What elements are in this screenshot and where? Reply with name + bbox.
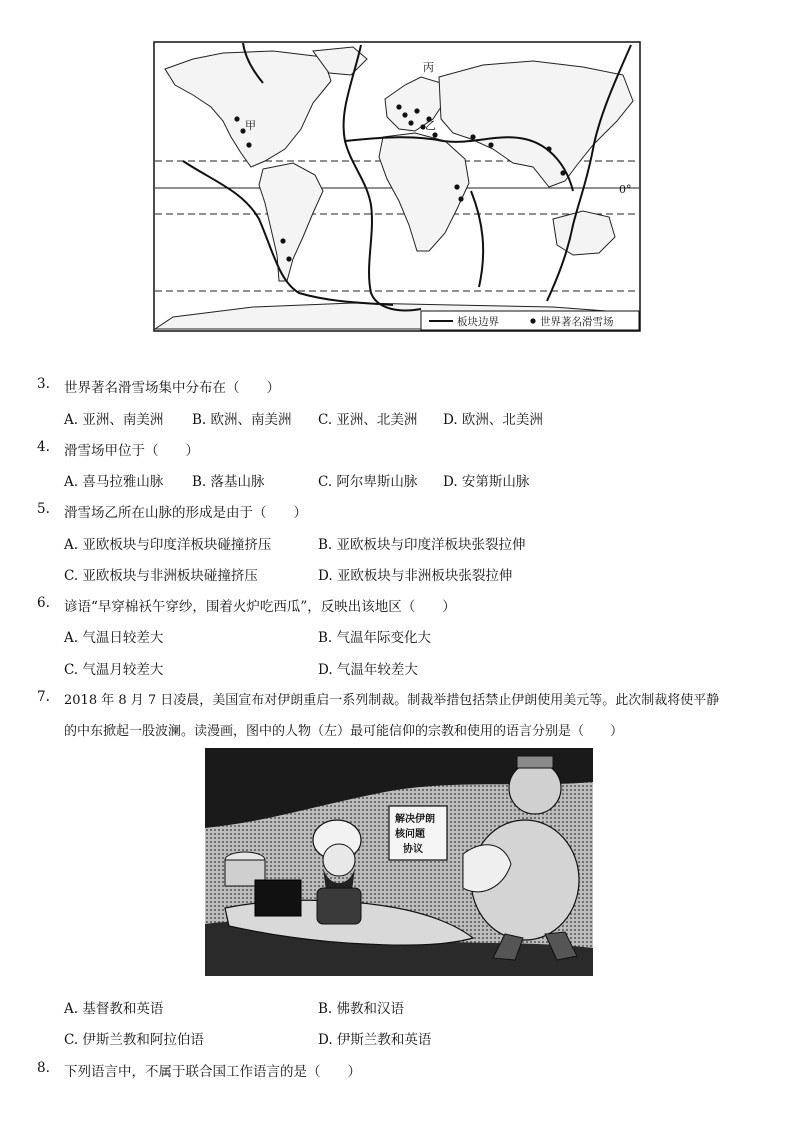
option-d[interactable]: D. 伊斯兰教和英语 — [318, 1032, 432, 1048]
face — [323, 844, 355, 876]
option-a[interactable]: A. 气温日较差大 — [64, 630, 164, 646]
label-yi: 乙 — [425, 119, 436, 132]
resort-dot — [402, 112, 407, 117]
map-legend — [421, 311, 639, 330]
option-b[interactable]: B. 欧洲、南美洲 — [192, 412, 292, 428]
question-stem-continued: 的中东掀起一股波澜。读漫画，图中的人物（左）最可能信仰的宗教和使用的语言分别是（ ） — [64, 724, 624, 739]
sign-line-3: 协议 — [403, 844, 423, 855]
sign-line-2: 核问题 — [395, 829, 425, 840]
resort-dot — [454, 184, 459, 189]
option-b[interactable]: B. 落基山脉 — [192, 474, 265, 490]
question-number: 3. — [37, 376, 50, 392]
resort-dot — [234, 116, 239, 121]
resort-dot — [414, 108, 419, 113]
legend-boundary-label: 板块边界 — [457, 316, 499, 328]
question-stem: 2018 年 8 月 7 日凌晨，美国宣布对伊朗重启一系列制裁。制裁举措包括禁止伊朗使用美元等。此次制裁将使平静 — [64, 693, 720, 708]
question-stem: 谚语“早穿棉袄午穿纱，围着火炉吃西瓜”，反映出该地区（ ） — [64, 599, 456, 615]
resort-dot — [246, 142, 251, 147]
robe — [317, 888, 361, 924]
option-a[interactable]: A. 亚欧板块与印度洋板块碰撞挤压 — [64, 537, 272, 553]
option-b[interactable]: B. 亚欧板块与印度洋板块张裂拉伸 — [318, 537, 526, 553]
resort-dot — [470, 134, 475, 139]
option-d[interactable]: D. 欧洲、北美洲 — [443, 412, 543, 428]
question-number: 6. — [37, 595, 50, 611]
question-number: 5. — [37, 501, 50, 517]
option-c[interactable]: C. 亚欧板块与非洲板块碰撞挤压 — [64, 568, 258, 584]
question-stem: 滑雪场乙所在山脉的形成是由于（ ） — [64, 505, 307, 521]
option-d[interactable]: D. 气温年较差大 — [318, 662, 418, 678]
option-c[interactable]: C. 阿尔卑斯山脉 — [318, 474, 418, 490]
resort-dot — [560, 170, 565, 175]
agreement-sign — [389, 806, 447, 860]
sign-line-1: 解决伊朗 — [395, 814, 435, 825]
label-bing: 丙 — [423, 61, 434, 74]
option-d[interactable]: D. 亚欧板块与非洲板块张裂拉伸 — [318, 568, 513, 584]
question-stem: 下列语言中，不属于联合国工作语言的是（ ） — [64, 1064, 361, 1080]
resort-dot — [286, 256, 291, 261]
option-b[interactable]: B. 佛教和汉语 — [318, 1001, 405, 1017]
question-stem: 世界著名滑雪场集中分布在（ ） — [64, 380, 280, 396]
label-jia: 甲 — [245, 119, 256, 132]
hat — [517, 756, 553, 768]
label-equator: 0° — [619, 183, 632, 196]
map-svg — [153, 41, 641, 332]
resort-dot — [432, 132, 437, 137]
option-d[interactable]: D. 安第斯山脉 — [443, 474, 530, 490]
resort-dot — [408, 120, 413, 125]
question-number: 8. — [37, 1060, 50, 1076]
resort-dot — [488, 142, 493, 147]
option-c[interactable]: C. 亚洲、北美洲 — [318, 412, 418, 428]
legend-resort-dot-icon — [530, 318, 535, 323]
resort-dot — [396, 104, 401, 109]
cartoon-svg — [205, 748, 593, 976]
option-a[interactable]: A. 喜马拉雅山脉 — [64, 474, 164, 490]
right-head — [509, 762, 561, 814]
resort-dot — [280, 238, 285, 243]
legend-resort-label: 世界著名滑雪场 — [540, 316, 614, 328]
question-number: 7. — [37, 689, 50, 705]
resort-dot — [458, 196, 463, 201]
option-b[interactable]: B. 气温年际变化大 — [318, 630, 432, 646]
world-plate-ski-map — [153, 41, 641, 332]
question-number: 4. — [37, 439, 50, 455]
option-c[interactable]: C. 气温月较差大 — [64, 662, 164, 678]
option-a[interactable]: A. 亚洲、南美洲 — [64, 412, 164, 428]
resort-dot — [546, 146, 551, 151]
option-a[interactable]: A. 基督教和英语 — [64, 1001, 164, 1017]
black-box — [255, 880, 301, 916]
question-stem: 滑雪场甲位于（ ） — [64, 443, 199, 459]
option-c[interactable]: C. 伊斯兰教和阿拉伯语 — [64, 1032, 204, 1048]
iran-sanctions-cartoon — [205, 748, 593, 976]
